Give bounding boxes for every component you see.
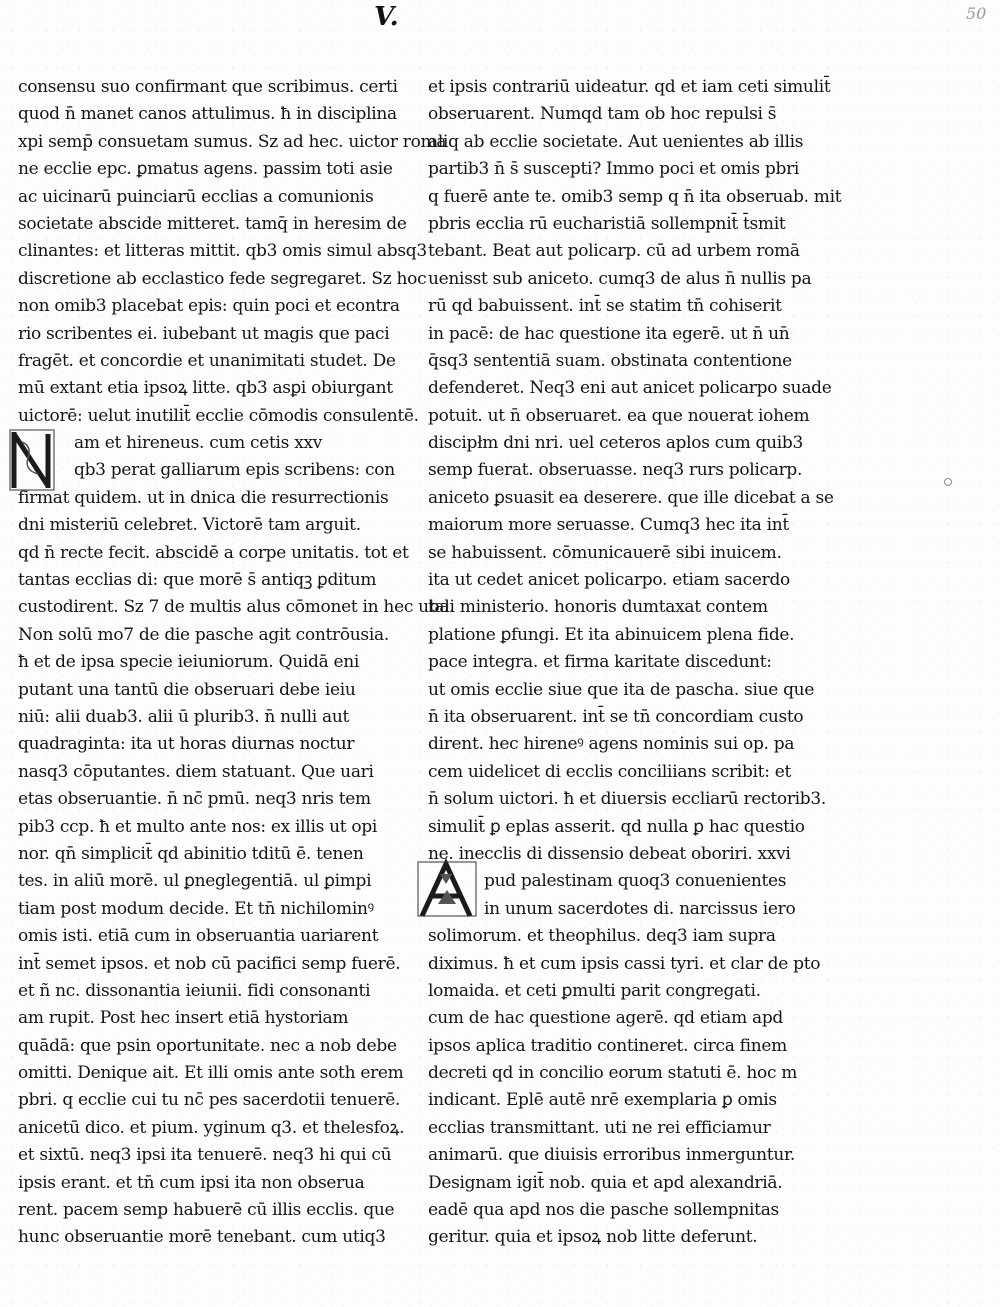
text-line: obseruarent. Numqd tam ob hoc repulsi s̄: [428, 104, 777, 125]
text-line: quod n̄ manet canos attulimus. ħ in disciplina: [18, 104, 397, 125]
text-line: ac uicinarū puinciarū ecclias a comunionis: [18, 186, 374, 207]
text-line: putant una tantū die obseruari debe ieiu: [18, 679, 356, 700]
text-line: am et hireneus. cum cetis xxv: [74, 433, 323, 454]
text-line: n̄ solum uictori. ħ et diuersis eccliarū rectorib3.: [428, 789, 826, 810]
text-line: ħ et de ipsa specie ieiuniorum. Quidā eni: [18, 652, 360, 673]
text-line: decreti qd in concilio eorum statuti ē. hoc m: [428, 1063, 798, 1084]
text-line: animarū. que diuisis erroribus inmerguntur.: [428, 1145, 796, 1166]
text-line: in unum sacerdotes di. narcissus iero: [484, 898, 796, 919]
text-line: cum de hac questione agerē. qd etiam apd: [428, 1008, 784, 1029]
text-line: in pacē: de hac questione ita egerē. ut n̄ un̄: [428, 323, 790, 344]
text-line: pud palestinam quoq3 conuenientes: [484, 871, 787, 892]
text-line: semp fuerat. obseruasse. neq3 rurs policarp.: [428, 460, 803, 481]
text-line: ut omis ecclie siue que ita de pascha. siue que: [428, 679, 815, 700]
text-line: ne ecclie epc. ꝑmatus agens. passim toti asie: [18, 159, 393, 180]
text-line: rent. pacem semp habuerē cū illis ecclis. que: [18, 1200, 395, 1221]
text-line: n̄ ita obseruarent. int̄ se tn̄ concordiam custo: [428, 706, 804, 727]
text-line: ne. inecclis di dissensio debeat oboriri. xxvi: [428, 843, 791, 864]
text-line: ita ut cedet anicet policarpo. etiam sacerdo: [428, 570, 790, 591]
text-line: se habuissent. cōmunicauerē sibi inuicem.: [428, 542, 782, 563]
text-line: defenderet. Neq3 eni aut anicet policarpo suade: [428, 378, 832, 399]
text-line: q̄sq3 sententiā suam. obstinata contentione: [428, 350, 792, 371]
text-line: hunc obseruantie morē tenebant. cum utiq3: [18, 1227, 386, 1248]
page-speck: [944, 478, 952, 486]
text-line: Designam igit̄ nob. quia et apd alexandriā.: [428, 1172, 783, 1193]
text-line: discretione ab ecclastico fede segregaret. Sz hoc: [18, 268, 427, 289]
text-line: anicetū dico. et pium. yginum q3. et thelesfoꝝ.: [18, 1117, 405, 1138]
text-line: etas obseruantie. n̄ nc̄ pmū. neq3 nris tem: [18, 789, 371, 810]
text-line: discipłm dni nri. uel ceteros aplos cum quib3: [428, 433, 804, 454]
text-line: consensu suo confirmant que scribimus. certi: [18, 77, 398, 97]
text-line: ecclias transmittant. uti ne rei efficiamur: [428, 1117, 771, 1138]
text-line: solimorum. et theophilus. deq3 iam supra: [428, 926, 776, 947]
text-line: am rupit. Post hec insert etiā hystoriam: [18, 1008, 349, 1029]
text-line: et ipsis contrariū uideatur. qd et iam ceti simulit̄: [428, 77, 831, 97]
text-line: q fuerē ante te. omib3 semp q n̄ ita obseruab. mit: [428, 186, 842, 207]
text-line: potuit. ut n̄ obseruaret. ea que nouerat iohem: [428, 405, 810, 426]
text-line: omis isti. etiā cum in obseruantia uariarent: [18, 926, 379, 947]
text-line: clinantes: et litteras mittit. qb3 omis simul absq3: [18, 241, 427, 262]
text-line: quādā: que psin oportunitate. nec a nob debe: [18, 1035, 397, 1056]
text-line: cem uidelicet di ecclis conciliians scribit: et: [428, 761, 792, 782]
text-line: aniceto ꝑsuasit ea deserere. que ille dicebat a se: [428, 487, 834, 508]
text-line: quadraginta: ita ut horas diurnas noctur: [18, 734, 355, 755]
text-line: dirent. hec hireneꝰ agens nominis sui op. pa: [428, 734, 795, 755]
text-line: geritur. quia et ipsoꝝ nob litte deferunt.: [428, 1227, 758, 1248]
text-line: pace integra. et firma karitate discedunt:: [428, 652, 772, 673]
text-line: firmat quidem. ut in dnica die resurrectionis: [18, 487, 389, 508]
text-line: tebant. Beat aut policarp. cū ad urbem romā: [428, 241, 800, 262]
text-line: maiorum more seruasse. Cumq3 hec ita int̄: [428, 515, 789, 536]
text-line: nasq3 cōputantes. diem statuant. Que uari: [18, 761, 374, 782]
folio-number: 50: [966, 4, 987, 23]
text-line: diximus. ħ et cum ipsis cassi tyri. et clar de pto: [428, 953, 821, 974]
text-line: qb3 perat galliarum epis scribens: con: [74, 460, 395, 481]
text-line: tes. in aliū morē. ul ꝑneglegentiā. ul ꝑimpi: [18, 871, 372, 892]
text-line: rū qd babuissent. int̄ se statim tn̄ cohiserit: [428, 296, 782, 317]
text-line: societate abscide mitteret. tamq̄ in heresim de: [18, 213, 407, 234]
text-line: ipsos aplica traditio contineret. circa finem: [428, 1035, 787, 1056]
text-line: Non solū mo7 de die pasche agit contrōusia.: [18, 624, 389, 645]
text-line: tiam post modum decide. Et tn̄ nichilominꝰ: [18, 898, 374, 919]
text-line: et sixtū. neq3 ipsi ita tenuerē. neq3 hi qui cū: [18, 1145, 392, 1166]
text-line: nor. qn̄ simplicit̄ qd abinitio tditū ē. tenen: [18, 843, 364, 864]
text-line: xpi semp̄ consuetam sumus. Sz ad hec. uictor roma: [18, 131, 447, 152]
text-line: non omib3 placebat epis: quin poci et econtra: [18, 296, 400, 317]
text-line: aliq ab ecclie societate. Aut uenientes ab illis: [428, 131, 804, 152]
text-line: uenisst sub aniceto. cumq3 de alus n̄ nullis pa: [428, 268, 812, 289]
left-text-column: [18, 74, 455, 1252]
text-line: int̄ semet ipsos. et nob cū pacifici semp fuerē.: [18, 953, 401, 974]
text-line: simulit̄ ꝑ eplas asserit. qd nulla ꝑ hac questio: [428, 816, 805, 837]
text-line: lomaida. et ceti ꝑmulti parit congregati.: [428, 980, 761, 1001]
text-line: uictorē: uelut inutilit̄ ecclie cōmodis consulentē.: [18, 405, 419, 426]
text-line: dni misteriū celebret. Victorē tam arguit.: [18, 515, 361, 536]
text-line: qd n̄ recte fecit. abscidē a corpe unitatis. tot et: [18, 542, 409, 563]
text-line: custodirent. Sz 7 de multis alus cōmonet in hec uba.: [18, 597, 455, 618]
right-text-column: [428, 74, 842, 1252]
text-line: platione ꝑfungi. Et ita abinuicem plena fide.: [428, 624, 795, 645]
text-line: pbris ecclia rū eucharistiā sollempnit̄ t̄smit: [428, 213, 786, 234]
text-line: fragēt. et concordie et unanimitati studet. De: [18, 350, 396, 371]
text-line: niū: alii duab3. alii ū plurib3. n̄ nulli aut: [18, 706, 350, 727]
text-line: eadē qua apd nos die pasche sollempnitas: [428, 1200, 779, 1221]
text-line: ipsis erant. et tn̄ cum ipsi ita non obserua: [18, 1172, 365, 1193]
folio-mark: V.: [374, 2, 399, 32]
text-line: pib3 ccp. ħ et multo ante nos: ex illis ut opi: [18, 816, 378, 837]
text-line: et ñ nc. dissonantia ieiunii. fidi consonanti: [18, 980, 371, 1001]
text-line: indicant. Eplē autē nrē exemplaria ꝑ omis: [428, 1090, 777, 1111]
text-line: rio scribentes ei. iubebant ut magis que paci: [18, 323, 390, 344]
text-line: omitti. Denique ait. Et illi omis ante soth erem: [18, 1063, 404, 1084]
text-line: tantas ecclias di: que morē s̄ antiqꝫ ꝑditum: [18, 570, 377, 591]
text-line: pbri. q ecclie cui tu nc̄ pes sacerdotii tenuerē.: [18, 1090, 401, 1111]
text-line: partib3 n̄ s̄ suscepti? Immo poci et omis pbri: [428, 159, 800, 180]
text-line: mū extant etia ipsoꝝ litte. qb3 asꝑi obiurgant: [18, 378, 393, 399]
text-line: tali ministerio. honoris dumtaxat contem: [428, 597, 768, 618]
